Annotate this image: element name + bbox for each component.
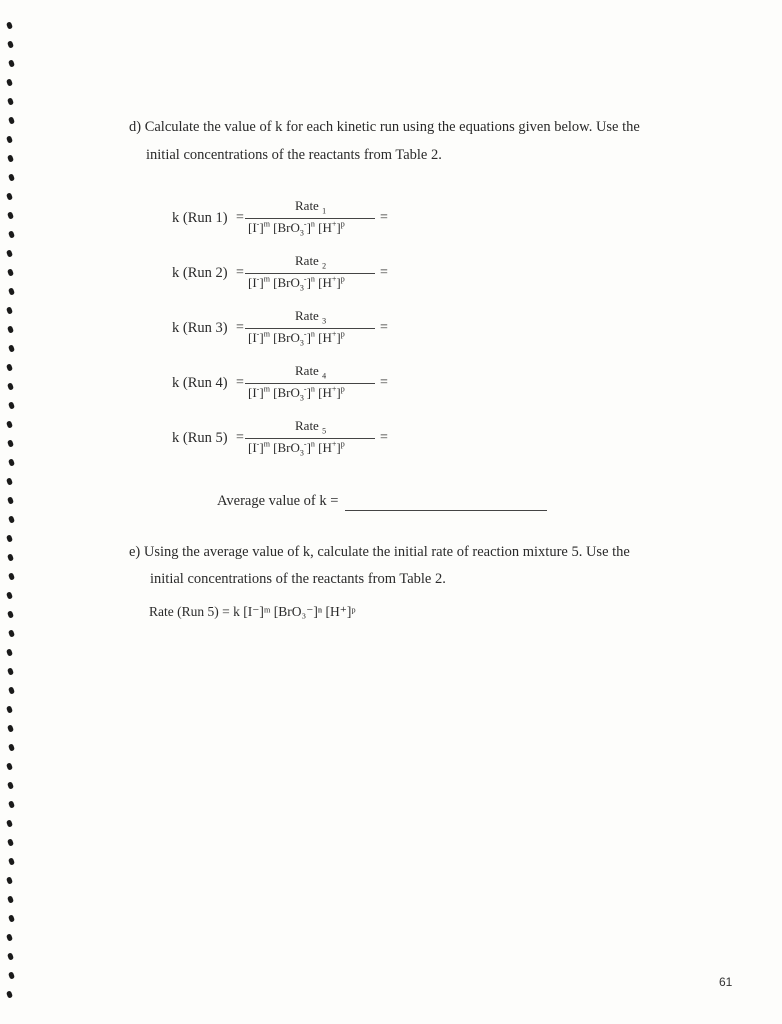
rate-fraction <box>245 253 375 293</box>
binder-hole <box>8 857 15 865</box>
binder-hole <box>8 914 15 922</box>
fraction-denominator: $[I^-]^m$ $[BrO_3^-]^n$ $[H^+]^p$ <box>248 329 345 348</box>
binder-hole <box>6 21 13 29</box>
binder-hole <box>6 135 13 143</box>
binder-hole <box>6 363 13 371</box>
equation-label: k (Run 3) <box>172 320 228 336</box>
binder-hole <box>7 268 14 276</box>
binder-hole <box>8 230 15 238</box>
binder-hole <box>8 59 15 67</box>
binder-hole <box>7 496 14 504</box>
fraction-numerator: Rate $_2$ <box>295 253 327 271</box>
binder-hole <box>7 439 14 447</box>
equals-sign: = <box>236 430 244 445</box>
average-k-label: Average value of k = <box>217 493 339 509</box>
binder-hole <box>8 800 15 808</box>
binder-hole <box>8 287 15 295</box>
binder-hole <box>7 97 14 105</box>
binder-hole <box>6 591 13 599</box>
page-number: 61 <box>719 975 733 989</box>
binder-hole <box>7 724 14 732</box>
equals-sign-answer: = <box>380 430 388 445</box>
binder-hole <box>8 116 15 124</box>
binder-hole <box>6 648 13 656</box>
binder-hole <box>8 629 15 637</box>
binder-hole <box>8 515 15 523</box>
fraction-numerator: Rate $_3$ <box>295 308 327 326</box>
binder-hole <box>7 610 14 618</box>
section-e-line-1: e) Using the average value of k, calculate the initial rate of reaction mixture 5. Use the <box>129 544 630 560</box>
binder-hole <box>7 40 14 48</box>
binder-hole <box>7 325 14 333</box>
fraction-numerator: Rate $_5$ <box>295 418 327 436</box>
binder-hole <box>6 990 13 998</box>
binder-hole <box>6 306 13 314</box>
rate-fraction <box>245 308 375 348</box>
binder-hole <box>6 705 13 713</box>
section-e-line-2: initial concentrations of the reactants from Table 2. <box>150 571 446 587</box>
binder-hole <box>7 154 14 162</box>
binder-hole <box>7 952 14 960</box>
fraction-denominator: $[I^-]^m$ $[BrO_3^-]^n$ $[H^+]^p$ <box>248 384 345 403</box>
binder-hole <box>6 78 13 86</box>
binder-hole <box>6 819 13 827</box>
binder-hole <box>8 401 15 409</box>
binder-hole <box>6 933 13 941</box>
binder-hole <box>6 876 13 884</box>
average-k-answer-line[interactable] <box>345 510 547 511</box>
equals-sign-answer: = <box>380 265 388 280</box>
equals-sign-answer: = <box>380 210 388 225</box>
fraction-denominator: $[I^-]^m$ $[BrO_3^-]^n$ $[H^+]^p$ <box>248 219 345 238</box>
fraction-denominator: $[I^-]^m$ $[BrO_3^-]^n$ $[H^+]^p$ <box>248 274 345 293</box>
fraction-numerator: Rate $_1$ <box>295 198 327 216</box>
equation-label: k (Run 1) <box>172 210 228 226</box>
binder-hole <box>7 211 14 219</box>
rate-run-5-equation: Rate (Run 5) = k [I⁻]ᵐ [BrO₃⁻]ⁿ [H⁺]ᵖ <box>149 604 356 619</box>
binder-hole <box>6 477 13 485</box>
rate-fraction <box>245 363 375 403</box>
equals-sign: = <box>236 265 244 280</box>
binder-hole <box>7 667 14 675</box>
equals-sign-answer: = <box>380 320 388 335</box>
binder-hole <box>7 781 14 789</box>
equals-sign-answer: = <box>380 375 388 390</box>
binder-hole <box>8 458 15 466</box>
equation-label: k (Run 5) <box>172 430 228 446</box>
binder-hole <box>6 192 13 200</box>
binder-hole <box>7 838 14 846</box>
binder-hole <box>8 971 15 979</box>
binder-hole <box>8 743 15 751</box>
binder-hole <box>7 382 14 390</box>
equals-sign: = <box>236 375 244 390</box>
binder-holes <box>0 0 40 1024</box>
binder-hole <box>6 420 13 428</box>
binder-hole <box>6 249 13 257</box>
equation-label: k (Run 4) <box>172 375 228 391</box>
binder-hole <box>8 344 15 352</box>
equals-sign: = <box>236 210 244 225</box>
equals-sign: = <box>236 320 244 335</box>
binder-hole <box>6 534 13 542</box>
binder-hole <box>8 686 15 694</box>
section-d-line-2: initial concentrations of the reactants from Table 2. <box>146 147 442 163</box>
binder-hole <box>7 553 14 561</box>
fraction-numerator: Rate $_4$ <box>295 363 327 381</box>
rate-fraction <box>245 418 375 458</box>
equation-label: k (Run 2) <box>172 265 228 281</box>
binder-hole <box>8 572 15 580</box>
binder-hole <box>7 895 14 903</box>
binder-hole <box>6 762 13 770</box>
binder-hole <box>8 173 15 181</box>
section-d-line-1: d) Calculate the value of k for each kinetic run using the equations given below. Use the <box>129 119 640 135</box>
rate-fraction <box>245 198 375 238</box>
fraction-denominator: $[I^-]^m$ $[BrO_3^-]^n$ $[H^+]^p$ <box>248 439 345 458</box>
